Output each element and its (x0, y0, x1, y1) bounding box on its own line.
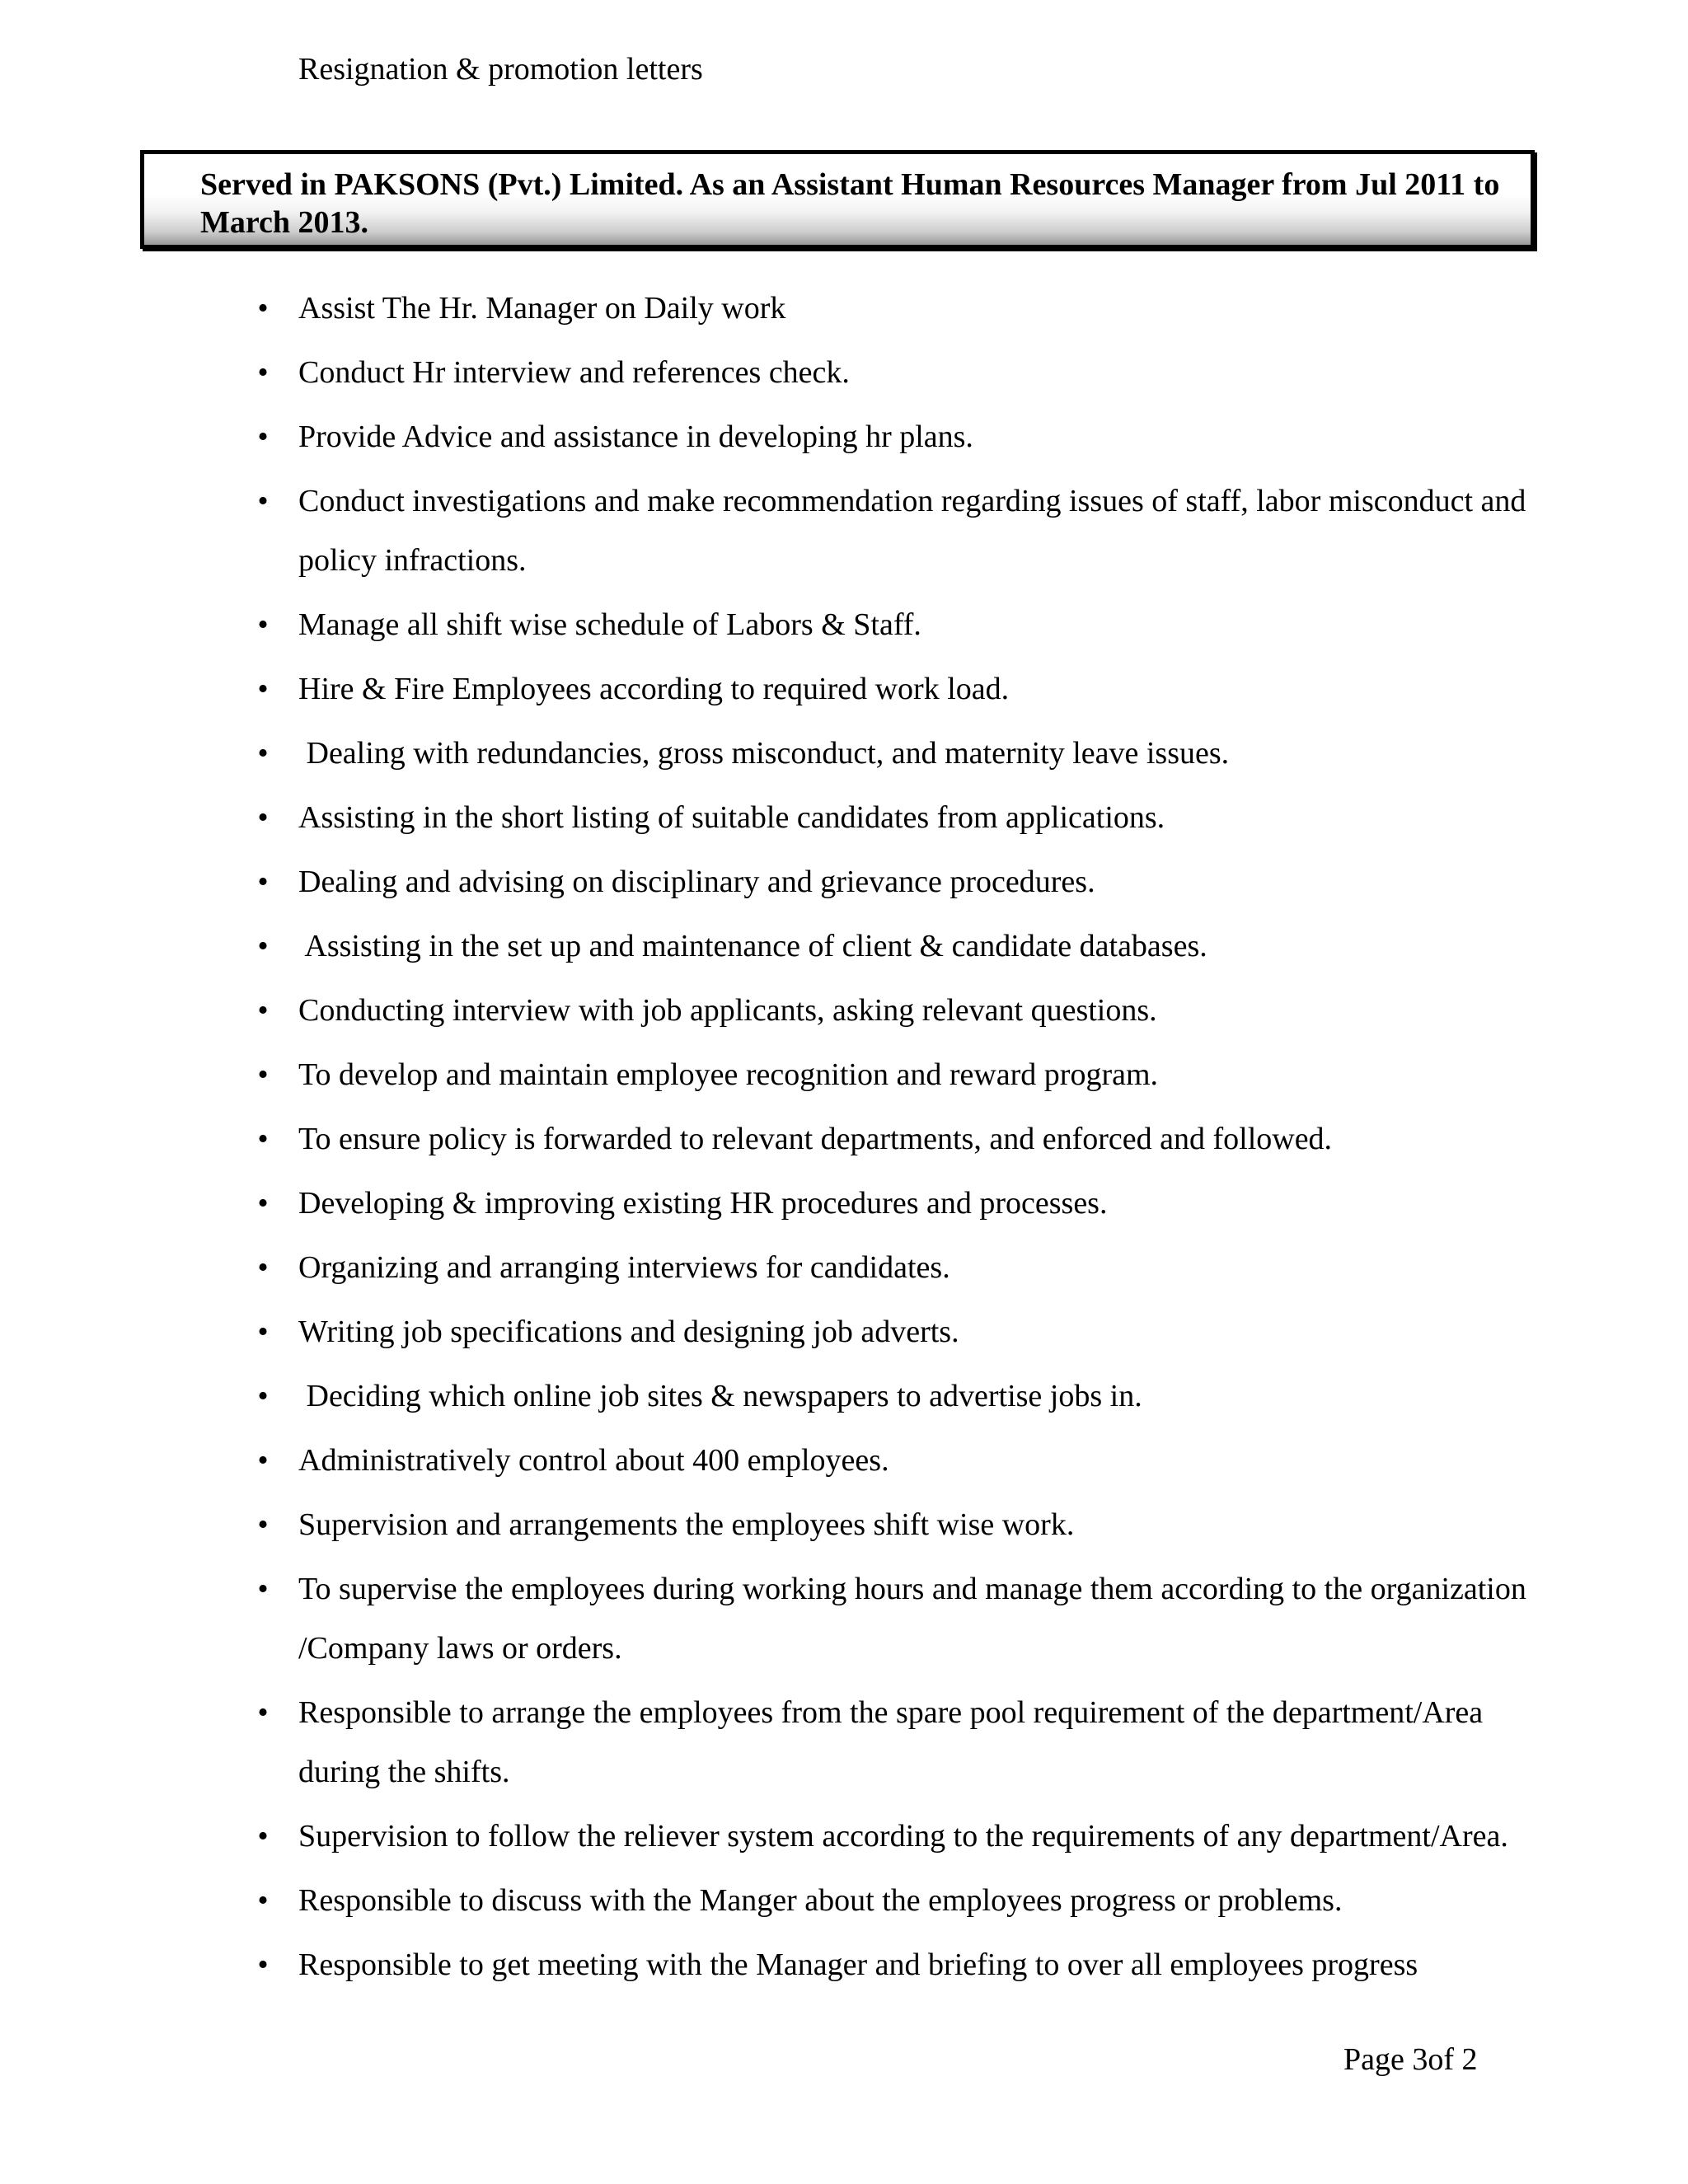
bullet-icon: • (257, 1250, 269, 1285)
duty-item (257, 1559, 1526, 1678)
duty-text: Conduct Hr interview and references check. (298, 355, 850, 390)
duty-item (257, 343, 1526, 402)
duty-item (257, 595, 1526, 654)
bullet-icon: • (257, 484, 269, 518)
duty-item (257, 916, 1526, 976)
duty-item (257, 1683, 1526, 1802)
duty-text: Dealing and advising on disciplinary and grievance procedures. (298, 865, 1095, 899)
duty-text: Hire & Fire Employees according to required work load. (298, 672, 1010, 706)
duty-item (257, 1045, 1526, 1104)
duty-text: Responsible to discuss with the Manger about the employees progress or problems. (298, 1883, 1343, 1918)
bullet-icon: • (257, 1695, 269, 1730)
duty-text: To supervise the employees during working hours and manage them according to the organization /Company laws or orders. (298, 1572, 1526, 1666)
duty-item (257, 1431, 1526, 1490)
duty-text: Deciding which online job sites & newspapers to advertise jobs in. (298, 1379, 1142, 1413)
bullet-icon: • (257, 419, 269, 454)
bullet-icon: • (257, 355, 269, 390)
running-header: Resignation & promotion letters (298, 52, 703, 87)
duty-text: To ensure policy is forwarded to relevant departments, and enforced and followed. (298, 1122, 1333, 1156)
duty-text: Assisting in the short listing of suitable candidates from applications. (298, 800, 1165, 835)
bullet-icon: • (257, 736, 269, 771)
bullet-icon: • (257, 800, 269, 835)
duty-text: Responsible to arrange the employees from the spare pool requirement of the department/Area during the shifts. (298, 1695, 1484, 1789)
duty-item (257, 724, 1526, 783)
bullet-icon: • (257, 1315, 269, 1349)
duty-item (257, 981, 1526, 1040)
duty-item (257, 471, 1526, 590)
duty-item (257, 1238, 1526, 1297)
bullet-icon: • (257, 1883, 269, 1918)
bullet-icon: • (257, 993, 269, 1028)
duty-item (257, 788, 1526, 847)
duty-item (257, 1109, 1526, 1169)
bullet-icon: • (257, 1186, 269, 1221)
duty-text: Assisting in the set up and maintenance of client & candidate databases. (298, 929, 1207, 963)
duty-text: Supervision and arrangements the employees shift wise work. (298, 1507, 1075, 1542)
duty-text: Conduct investigations and make recommendation regarding issues of staff, labor misconduct and policy infractions. (298, 484, 1526, 578)
duty-text: To develop and maintain employee recognition and reward program. (298, 1057, 1159, 1092)
duty-text: Organizing and arranging interviews for candidates. (298, 1250, 950, 1285)
duties-list (257, 279, 1526, 1999)
duty-text: Writing job specifications and designing job adverts. (298, 1315, 959, 1349)
employment-heading-box (140, 150, 1535, 249)
duty-text: Supervision to follow the reliever system according to the requirements of any department/Area. (298, 1819, 1508, 1854)
bullet-icon: • (257, 1379, 269, 1413)
bullet-icon: • (257, 1572, 269, 1606)
duty-item (257, 1871, 1526, 1930)
bullet-icon: • (257, 1947, 269, 1982)
bullet-icon: • (257, 929, 269, 963)
duty-item (257, 1807, 1526, 1866)
duty-item (257, 1935, 1526, 1994)
bullet-icon: • (257, 1443, 269, 1478)
duty-text: Assist The Hr. Manager on Daily work (298, 291, 786, 326)
bullet-icon: • (257, 1507, 269, 1542)
duty-text: Responsible to get meeting with the Manager and briefing to over all employees progress (298, 1947, 1418, 1982)
bullet-icon: • (257, 1122, 269, 1156)
duty-item (257, 1302, 1526, 1361)
bullet-icon: • (257, 865, 269, 899)
duty-item (257, 1366, 1526, 1426)
duty-item (257, 279, 1526, 338)
duty-item (257, 1174, 1526, 1233)
duty-text: Administratively control about 400 employees. (298, 1443, 889, 1478)
employment-heading: Served in PAKSONS (Pvt.) Limited. As an Assistant Human Resources Manager from Jul 2011 to March 2013. (200, 167, 1500, 240)
duty-text: Conducting interview with job applicants, asking relevant questions. (298, 993, 1157, 1028)
bullet-icon: • (257, 1057, 269, 1092)
duty-text: Manage all shift wise schedule of Labors & Staff. (298, 607, 921, 642)
bullet-icon: • (257, 607, 269, 642)
bullet-icon: • (257, 672, 269, 706)
duty-item (257, 1495, 1526, 1554)
duty-text: Provide Advice and assistance in developing hr plans. (298, 419, 973, 454)
duty-item (257, 659, 1526, 719)
page-number: Page 3of 2 (1343, 2042, 1478, 2077)
duty-text: Dealing with redundancies, gross misconduct, and maternity leave issues. (298, 736, 1230, 771)
bullet-icon: • (257, 1819, 269, 1854)
duty-text: Developing & improving existing HR procedures and processes. (298, 1186, 1108, 1221)
duty-item (257, 852, 1526, 912)
bullet-icon: • (257, 291, 269, 326)
duty-item (257, 407, 1526, 466)
